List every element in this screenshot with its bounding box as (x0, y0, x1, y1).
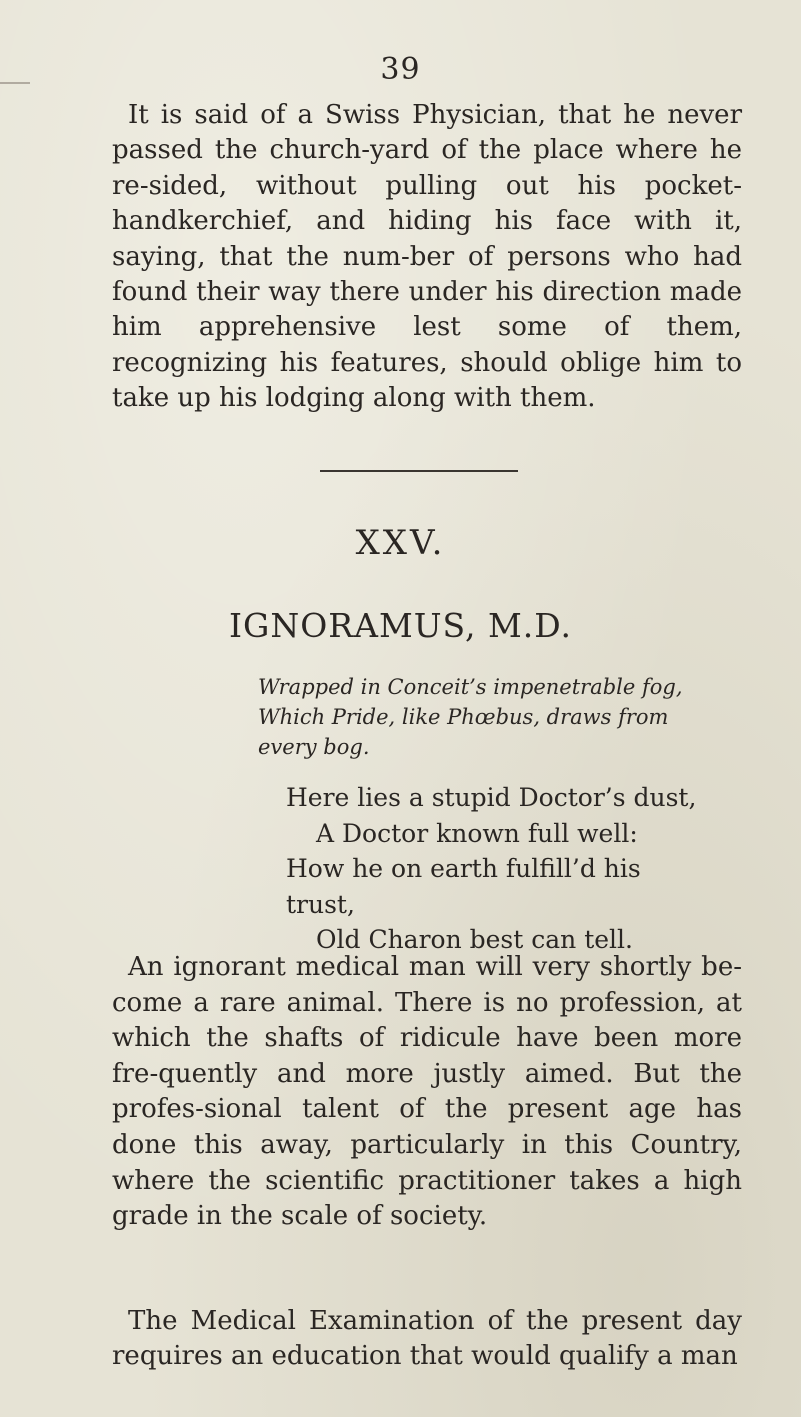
epigraph-line: Which Pride, like Phœbus, draws from every bog. (258, 705, 669, 759)
opening-paragraph: It is said of a Swiss Physician, that he never passed the church-yard of the place where he re-sided, without pulling out his pocket-handkerchief, and hiding his face with it, saying, that the num-ber of persons who had found their way there under his direction made him apprehensive lest some of them, recognizing his features, should oblige him to take up his lodging along with them. (112, 100, 742, 414)
verse-line: How he on earth fulfill’d his trust, (286, 854, 641, 919)
epitaph-verse (286, 780, 706, 958)
verse-line: Old Charon best can tell. (316, 925, 633, 954)
continuing-paragraph: The Medical Examination of the present day requires an education that would qualify a man (112, 1306, 742, 1372)
epigraph-line: Wrapped in Conceit’s impenetrable fog, (258, 675, 683, 699)
verse-line: A Doctor known full well: (316, 818, 638, 848)
section-divider (320, 470, 518, 472)
page-number: 39 (380, 52, 421, 87)
chapter-paragraph: An ignorant medical man will very shortly be-come a rare animal. There is no profession, at which the shafts of ridicule have been more fre-quently and more justly aimed. But the profes-sional talent of the present age has done this away, particularly in this Country, where the scientific practitioner takes a high grade in the scale of society. (112, 952, 742, 1232)
verse-line: Here lies a stupid Doctor’s dust, (286, 783, 697, 812)
chapter-title: IGNORAMUS, M.D. (228, 606, 573, 645)
epigraph (258, 672, 728, 762)
chapter-number: XXV. (355, 523, 446, 563)
